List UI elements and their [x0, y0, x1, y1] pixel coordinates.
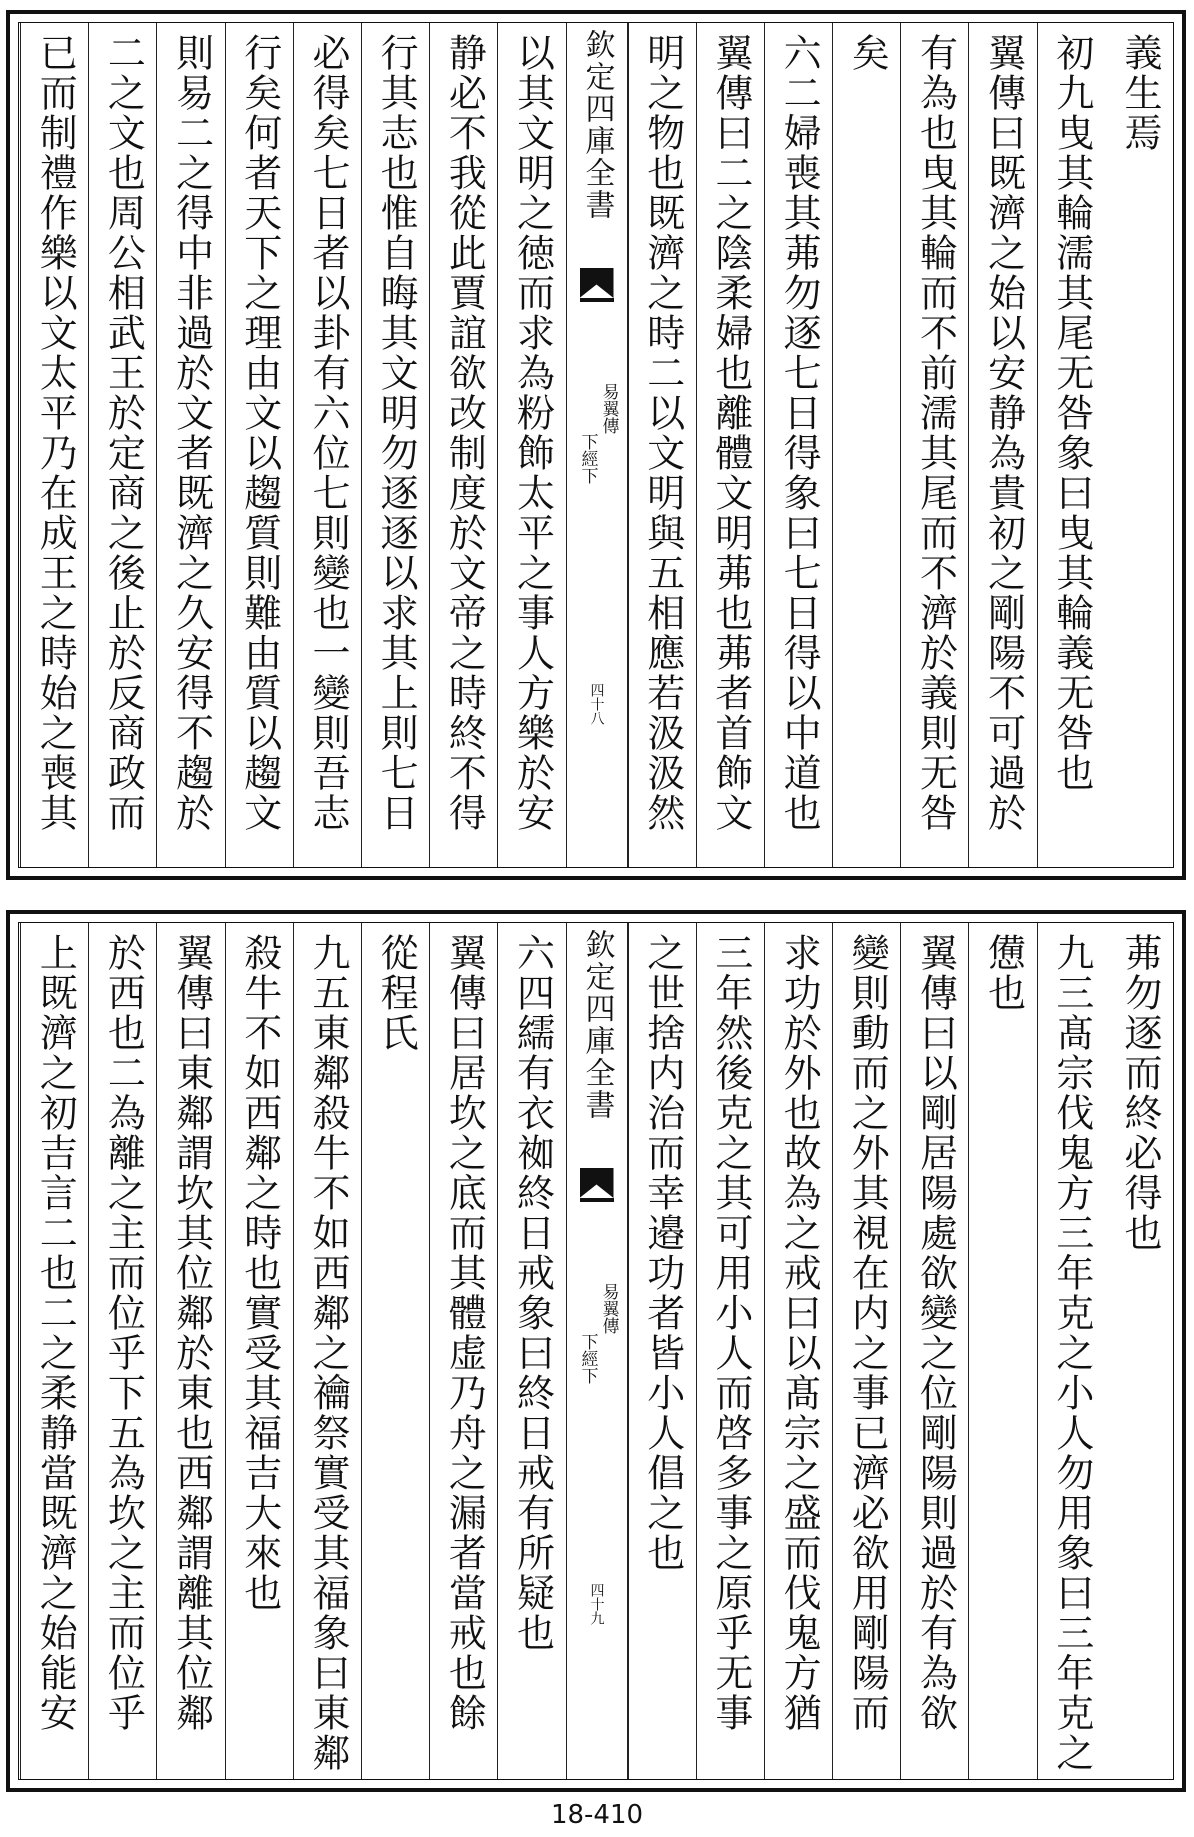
bottom-column-text: 茀勿逐而終必得也 — [1118, 933, 1162, 1253]
top-column-text: 翼傳曰二之陰柔婦也離體文明茀也茀者首飾文 — [708, 33, 753, 833]
top-text-column — [20, 23, 88, 867]
bottom-text-column — [429, 923, 497, 1779]
top-text-column — [429, 23, 497, 867]
top-text-column — [156, 23, 224, 867]
bottom-column-text: 殺牛不如西鄰之時也實受其福吉大來也 — [237, 933, 282, 1613]
top-text-column — [696, 23, 764, 867]
bottom-column-text: 三年然後克之其可用小人而啓多事之原乎无事 — [708, 933, 753, 1733]
book-title: 易翼傳 — [598, 383, 619, 434]
top-text-column — [88, 23, 156, 867]
top-text-column — [497, 23, 565, 867]
top-column-text: 必得矣七日者以卦有六位七則變也一變則吾志 — [305, 33, 350, 833]
bottom-column-text: 變則動而之外其視在内之事已濟必欲用剛陽而 — [845, 933, 890, 1733]
top-text-column — [628, 23, 696, 867]
bottom-page-frame — [18, 922, 1174, 1780]
top-column-text: 二之文也周公相武王於定商之後止於反商政而 — [101, 33, 146, 833]
top-text-column — [900, 23, 968, 867]
bottom-text-column — [225, 923, 293, 1779]
top-text-column — [225, 23, 293, 867]
bottom-column-text: 翼傳曰居坎之底而其體虚乃舟之漏者當戒也餘 — [442, 933, 487, 1733]
bottom-text-column — [361, 923, 429, 1779]
top-column-text: 六二婦喪其茀勿逐七日得象曰七日得以中道也 — [777, 33, 822, 833]
top-column-text: 行其志也惟自晦其文明勿逐逐以求其上則七日 — [374, 33, 419, 833]
bottom-text-column — [293, 923, 361, 1779]
top-column-text: 有為也曳其輪而不前濡其尾而不濟於義則无咎 — [913, 33, 958, 833]
section-title: 下經下 — [577, 433, 598, 484]
bottom-column-text: 於西也二為離之主而位乎下五為坎之主而位乎 — [101, 933, 146, 1733]
bottom-column-text: 翼傳曰東鄰謂坎其位鄰於東也西鄰謂離其位鄰 — [169, 933, 214, 1733]
top-column-text: 以其文明之徳而求為粉飾太平之事人方樂於安 — [510, 33, 555, 833]
bottom-column-text: 憊也 — [981, 933, 1026, 1013]
top-column-text: 明之物也既濟之時二以文明與五相應若汲汲然 — [640, 33, 685, 833]
bottom-center-band — [566, 923, 628, 1779]
folio-number: 四十九 — [588, 1583, 605, 1625]
bottom-column-text: 之世捨内治而幸邉功者皆小人倡之也 — [640, 933, 685, 1573]
top-text-column — [1037, 23, 1105, 867]
top-column-text: 義生焉 — [1118, 33, 1162, 153]
bottom-text-column — [1037, 923, 1105, 1779]
bottom-text-column — [156, 923, 224, 1779]
top-column-text: 行矣何者天下之理由文以趨質則難由質以趨文 — [237, 33, 282, 833]
bottom-page — [6, 910, 1186, 1792]
bottom-text-column — [20, 923, 88, 1779]
bottom-column-text: 翼傳曰以剛居陽處欲變之位剛陽則過於有為欲 — [913, 933, 958, 1733]
top-column-text: 矣 — [845, 33, 890, 73]
bottom-text-column — [900, 923, 968, 1779]
top-column-text: 静必不我從此賈誼欲改制度於文帝之時終不得 — [442, 33, 487, 833]
top-column-text: 初九曳其輪濡其尾无咎象曰曳其輪義无咎也 — [1049, 33, 1094, 793]
top-column-text: 已而制禮作樂以文太平乃在成王之時始之喪其 — [33, 33, 78, 833]
series-title: 欽定四庫全書 — [579, 929, 615, 1121]
section-title: 下經下 — [577, 1333, 598, 1384]
fishtail-rule — [580, 1198, 614, 1202]
top-text-column — [1105, 23, 1173, 867]
bottom-text-column — [764, 923, 832, 1779]
bottom-text-column — [628, 923, 696, 1779]
top-page — [6, 10, 1186, 880]
top-column-text: 則易二之得中非過於文者既濟之久安得不趨於 — [169, 33, 214, 833]
bottom-text-column — [832, 923, 900, 1779]
series-title: 欽定四庫全書 — [579, 29, 615, 221]
top-column-text: 翼傳曰既濟之始以安静為貴初之剛陽不可過於 — [981, 33, 1026, 833]
bottom-text-column — [497, 923, 565, 1779]
bottom-column-text: 六四繻有衣袽終日戒象曰終日戒有所疑也 — [510, 933, 555, 1653]
folio-number: 四十八 — [588, 683, 605, 725]
book-title: 易翼傳 — [598, 1283, 619, 1334]
bottom-column-text: 求功於外也故為之戒曰以髙宗之盛而伐鬼方猶 — [777, 933, 822, 1733]
fishtail-rule — [580, 298, 614, 302]
bottom-column-text: 九三髙宗伐鬼方三年克之小人勿用象曰三年克之 — [1049, 933, 1094, 1773]
top-text-column — [968, 23, 1036, 867]
top-text-column — [361, 23, 429, 867]
top-page-frame — [18, 22, 1174, 868]
top-text-column — [832, 23, 900, 867]
bottom-page-columns — [19, 923, 1173, 1779]
bottom-column-text: 從程氏 — [374, 933, 419, 1053]
top-page-columns — [19, 23, 1173, 867]
bottom-text-column — [88, 923, 156, 1779]
top-text-column — [293, 23, 361, 867]
bottom-text-column — [1105, 923, 1173, 1779]
bottom-column-text: 九五東鄰殺牛不如西鄰之禴祭實受其福象曰東鄰 — [305, 933, 350, 1773]
bottom-text-column — [696, 923, 764, 1779]
bottom-column-text: 上既濟之初吉言二也二之柔静當既濟之始能安 — [33, 933, 78, 1733]
top-center-band — [566, 23, 628, 867]
top-text-column — [764, 23, 832, 867]
bottom-text-column — [968, 923, 1036, 1779]
page-number-footer: 18-410 — [550, 1800, 644, 1830]
